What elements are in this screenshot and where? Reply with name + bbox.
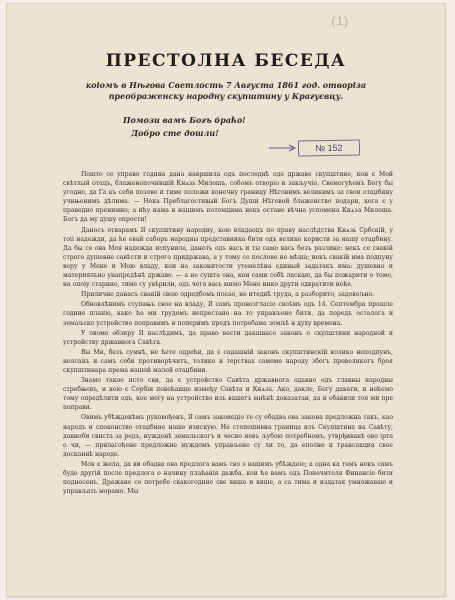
paragraph: Обновлѣнимъ ступањъ свое на владу, Я самъ провозгласіо своѣмъ одъ 14. Септембра прошле године планіо, како ће ми трудомъ непрестано на то управљене бити, да поредъ осталога и земаљско устройство поправимъ и поперимъ предъ потребама земљѣ и духу времена.: [63, 301, 393, 327]
archive-number-stamp: № 152: [298, 139, 360, 156]
paragraph: Прилично данасъ свакій свою одредбомъ посао, не итеднѣ труда, а разборито, задовољно.: [81, 291, 375, 299]
paragraph: Овимъ убѣжденѣмъ руковођенъ, Я самъ закоиедіо те су обадва ова закона предложна такъ, као наредъ и споконство отаџбине наше изискую. Не степешивна граница изъ Скупштина на Савѣту, давноби свиста за редъ, нужденѣ земальскогъ и чесно невъ љубою потребномъ, утврђиванѣ ово ірта о чи, — прилагођене предложне нуждомъ управљене су ли то, да еполне и трансакция свое доскаинѣ народе.: [63, 414, 393, 458]
paragraph: У овоме обзиру Я наслѣдимъ, да право вести дакшнасе законъ о скупштини народной и устройству државнога Савѣта.: [63, 329, 393, 346]
paragraph: Моя є жела, да ви обадва ова предлога вамъ сво з вашимъ убѣждеіе; а одна ка темъ некъ самъ буде другій после предлога о начину плаћанія дажба, кои ће вамъ одъ Понечителя Финансіе бити подносенъ. Дражане се потребе свакогодине све више и више, а са тима и издатак умножаваю и управљать морамо. Мы: [63, 460, 393, 496]
faint-pencil-mark: (1): [331, 14, 349, 28]
document-title: ПРЕСТОЛНА БЕСЕДА: [105, 51, 347, 71]
arrow-mark-icon: [269, 144, 299, 152]
greeting-line-1: Помози вамъ Богъ браћо!: [123, 115, 246, 125]
paragraph: Пошто се управо година дана навршила одъ последнѣ оде државе скупштине, кон є Мой свѣтлый отацъ, блаженопочившій Кнѧзь Милошъ, собомъ отворіо и закључіо, Свемогућемъ Богу бы угодно, да Га къ себи позове и тиме положи конечну границу Нѣговимъ великимъ за свои отаџбину учињенимъ дѣлима. — Нека Преблагостивый Богъ Души Нѣговой блаженство подари, кога є у праведно пренимно; а ићу нама и нашимъ потомцима некъ остане вѣчна успомена Кнѧза Милоша. Богъ да му душу опрости!: [63, 171, 393, 224]
document-body: [63, 170, 393, 497]
document-subtitle: коіомъ в Нѣгова Светлость 7 Августа 1861 год. отворіза преображенску народну скупштину у Крагуєвцу.: [85, 80, 367, 101]
document-page: [7, 4, 445, 596]
paragraph: Вы Ми, безъ сумнѣ, не ћете одрећи, да є садашній законъ скупштинскій колико неподпунъ, неясанъ и самъ себи противорѣчитъ, толико и терствах самоме народу збогъ превеликогъ броя скупштинара према нашой малой отаџбини.: [63, 348, 393, 374]
greeting-line-2: Добро сте дошли!: [131, 128, 219, 138]
paragraph: Даносъ отварамъ Я скупштину народну, кою владаоцъ по праву наслѣдства Кнѧзь Србскій, у тоіі надежди, да ће овай саборъ народны представника бити одъ велике користи за нашу отаџбину. Да бы се ова Моя надежда испунила, даноть одъ вась и ты само вась безъ разлике: некъ се свакій строго душевне савѣсти и строго придржава, а у тому се послове не мѣша; некъ свакій има подпуну веру у Мене и Мою владу, кои на законитости утемелѣна єдиный задатакъ има: душевно и материяльно унапредѣнѣ државе. — а не сушта она, кои сами себѣ ласкаю, да бы пожарити о томе, на опоіу старине, тиме су увѣрили, одъ чега вась мимо Мене нико други одвратити неће.: [63, 226, 393, 289]
paragraph: Знамо такое исто сви, да є устройство Савѣта државнога одавно одъ главны народны стребњевъ, и кою є Сербіи повећавше између Савѣта и Кнѧза. Ако, дакле, Богу давати, и нећемо тому опредѣлити одъ, кое могу на устройство изъ вашегъ мнѣнѣ доказатаи, да и обавили тоя ми пре поправи.: [63, 377, 393, 412]
